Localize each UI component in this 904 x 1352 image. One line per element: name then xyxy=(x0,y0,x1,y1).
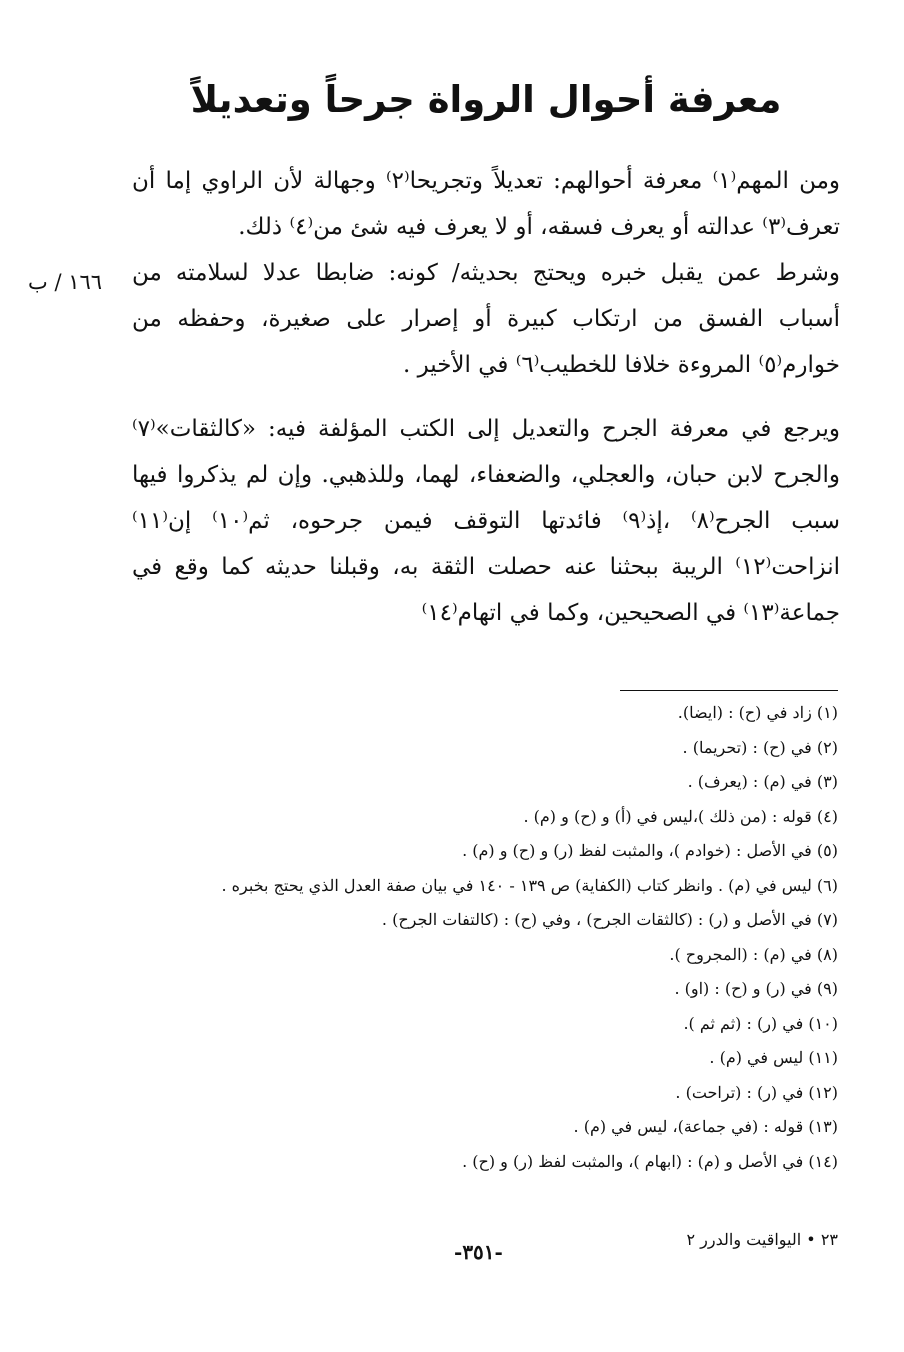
footnote: (١١) ليس في (م) . xyxy=(709,1048,838,1067)
footnote: (٨) في (م) : (المجروح ). xyxy=(669,944,838,964)
footnote: (١) زاد في (ح) : (ايضا). xyxy=(677,703,838,722)
margin-folio-note: ١٦٦ / ب xyxy=(28,270,103,294)
footnote: (٩) في (ر) و (ح) : (او) . xyxy=(674,979,838,998)
footnote: (١٢) في (ر) : (تراحت) . xyxy=(675,1082,838,1102)
footnote: (١٤) في الأصل و (م) : (ابهام )، والمثبت لفظ (ر) و (ح) . xyxy=(462,1151,838,1171)
footnote: (١٣) قوله : (في جماعة)، ليس في (م) . xyxy=(573,1117,838,1136)
footnote: (٧) في الأصل و (ر) : (كالثقات الجرح) ، وفي (ح) : (كالتفات الجرح) . xyxy=(381,910,838,929)
footnote: (١٠) في (ر) : (ثم ثم ). xyxy=(683,1013,838,1033)
footnote: (٢) في (ح) : (تحريما) . xyxy=(682,737,838,757)
footnotes xyxy=(134,696,838,1179)
footnote: (٣) في (م) : (يعرف) . xyxy=(687,772,838,791)
paragraph-3: ويرجع في معرفة الجرح والتعديل إلى الكتب المؤلفة فيه: «كالثقات»⁽٧⁾ والجرح لابن حبان، والعجلي، والضعفاء، لهما، وللذهبي. وإن لم يذكروا فيها سبب الجرح⁽٨⁾ ،إذ⁽٩⁾ فائدتها التوقف فيمن جرحوه، ثم⁽١٠⁾ إن⁽١١⁾ انزاحت⁽١٢⁾ الريبة ببحثنا عنه حصلت الثقة به، وقبلنا حديثه كما وقع في جماعة⁽١٣⁾ في الصحيحين، وكما في اتهام⁽١٤⁾ xyxy=(132,416,841,626)
footnote: (٥) في الأصل : (خوادم )، والمثبت لفظ (ر) و (ح) و (م) . xyxy=(462,841,838,860)
page-number: -٣٥١- xyxy=(454,1240,503,1264)
footnote: (٦) ليس في (م) . وانظر كتاب (الكفاية) ص ١٣٩ - ١٤٠ في بيان صفة العدل الذي يحتج بخبره . xyxy=(221,875,838,895)
page-title: معرفة أحوال الرواة جرحاً وتعديلاً xyxy=(190,78,782,121)
footnote: (٤) قوله : (من ذلك )،ليس في (أ) و (ح) و (م) . xyxy=(523,806,838,826)
paragraph-2: وشرط عمن يقبل خبره ويحتج بحديثه/ كونه: ضابطا عدلا لسلامته من أسباب الفسق من ارتكاب كبيرة أو إصرار على صغيرة، وحفظه من خوارم⁽٥⁾ المروءة خلافا للخطيب⁽٦⁾ في الأخير . xyxy=(132,260,840,378)
footnote-divider xyxy=(620,690,838,691)
signature-mark: ٢٣ • اليواقيت والدرر ٢ xyxy=(686,1230,838,1249)
main-text xyxy=(132,158,840,636)
paragraph-1: ومن المهم⁽١⁾ معرفة أحوالهم: تعديلاً وتجريحا⁽٢⁾ وجهالة لأن الراوي إما أن تعرف⁽٣⁾ عدالته أو يعرف فسقه، أو لا يعرف فيه شئ من⁽٤⁾ ذلك. xyxy=(132,168,841,240)
